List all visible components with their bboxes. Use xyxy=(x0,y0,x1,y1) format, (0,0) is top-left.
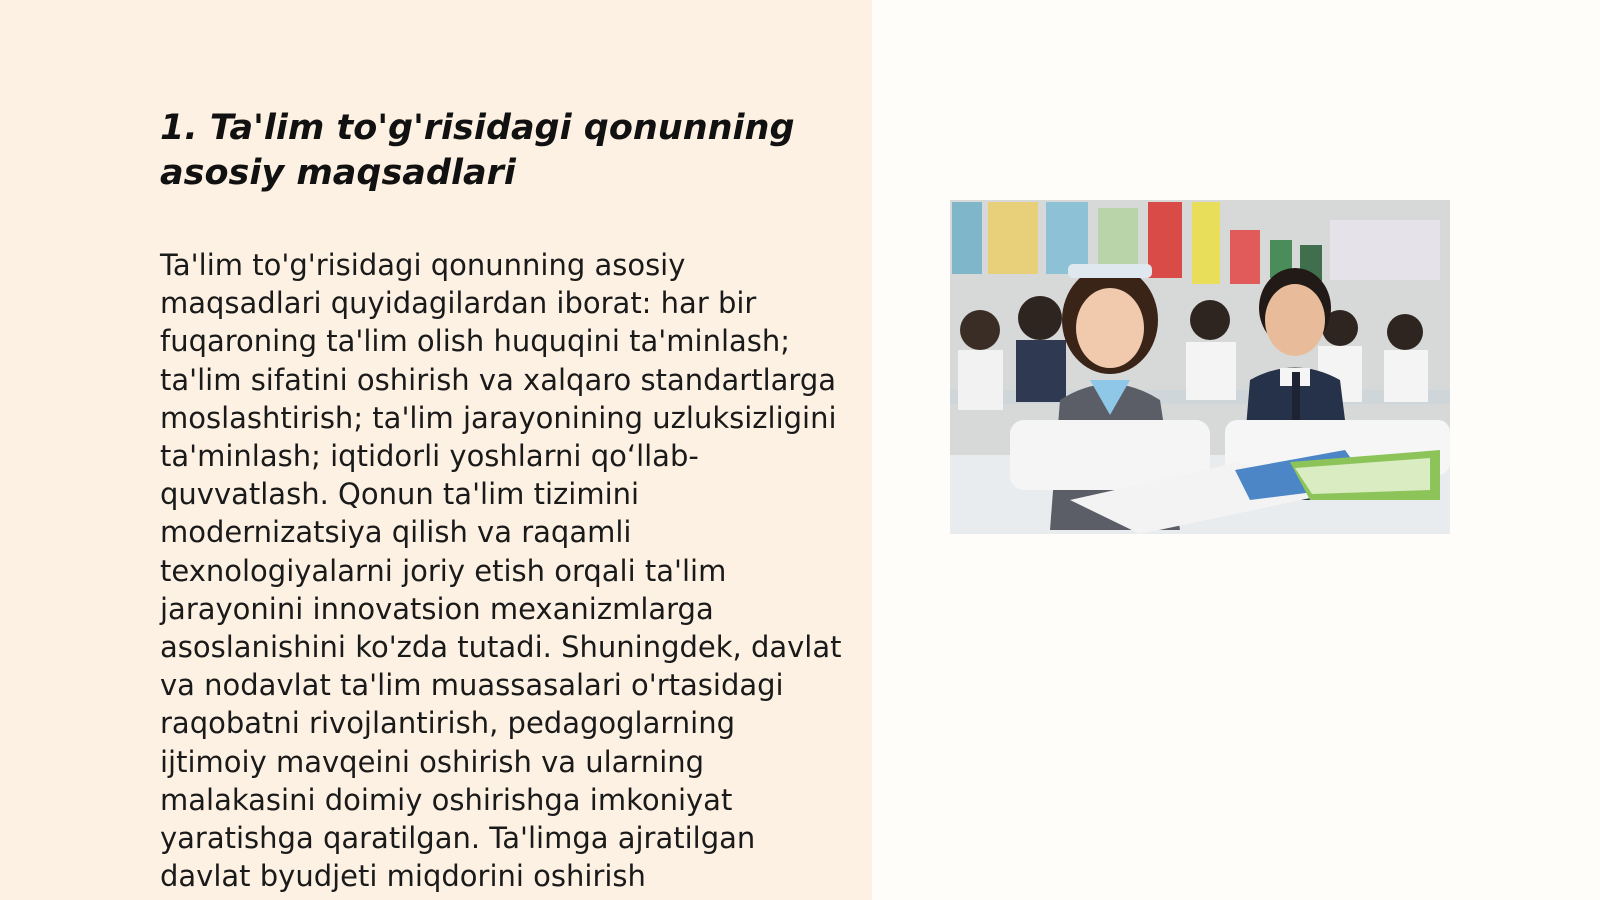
slide-body-text: Ta'lim to'g'risidagi qonunning asosiy maqsadlari quyidagilardan iborat: har bir fuqaroning ta'lim olish huquqini ta'minlash; ta'lim sifatini oshirish va xalqaro standartlarga moslashtirish; ta'lim jarayonining uzluksizligini ta'minlash; iqtidorli yoshlarni qo‘llab-quvvatlash. Qonun ta'lim tizimini modernizatsiya qilish va raqamli texnologiyalarni joriy etish orqali ta'lim jarayonini innovatsion mexanizmlarga asoslanishini ko'zda tutadi. Shuningdek, davlat va nodavlat ta'lim muassasalari o'rtasidagi raqobatni rivojlantirish, pedagoglarning ijtimoiy mavqeini oshirish va ularning malakasini doimiy oshirishga imkoniyat yaratishga qaratilgan. Ta'limga ajratilgan davlat byudjeti miqdorini oshirish xyxy=(160,248,842,894)
classroom-illustration xyxy=(950,200,1450,534)
slide-content xyxy=(160,106,850,895)
slide-title: 1. Ta'lim to'g'risidagi qonunning asosiy maqsadlari xyxy=(160,108,795,193)
classroom-photo xyxy=(950,200,1450,534)
